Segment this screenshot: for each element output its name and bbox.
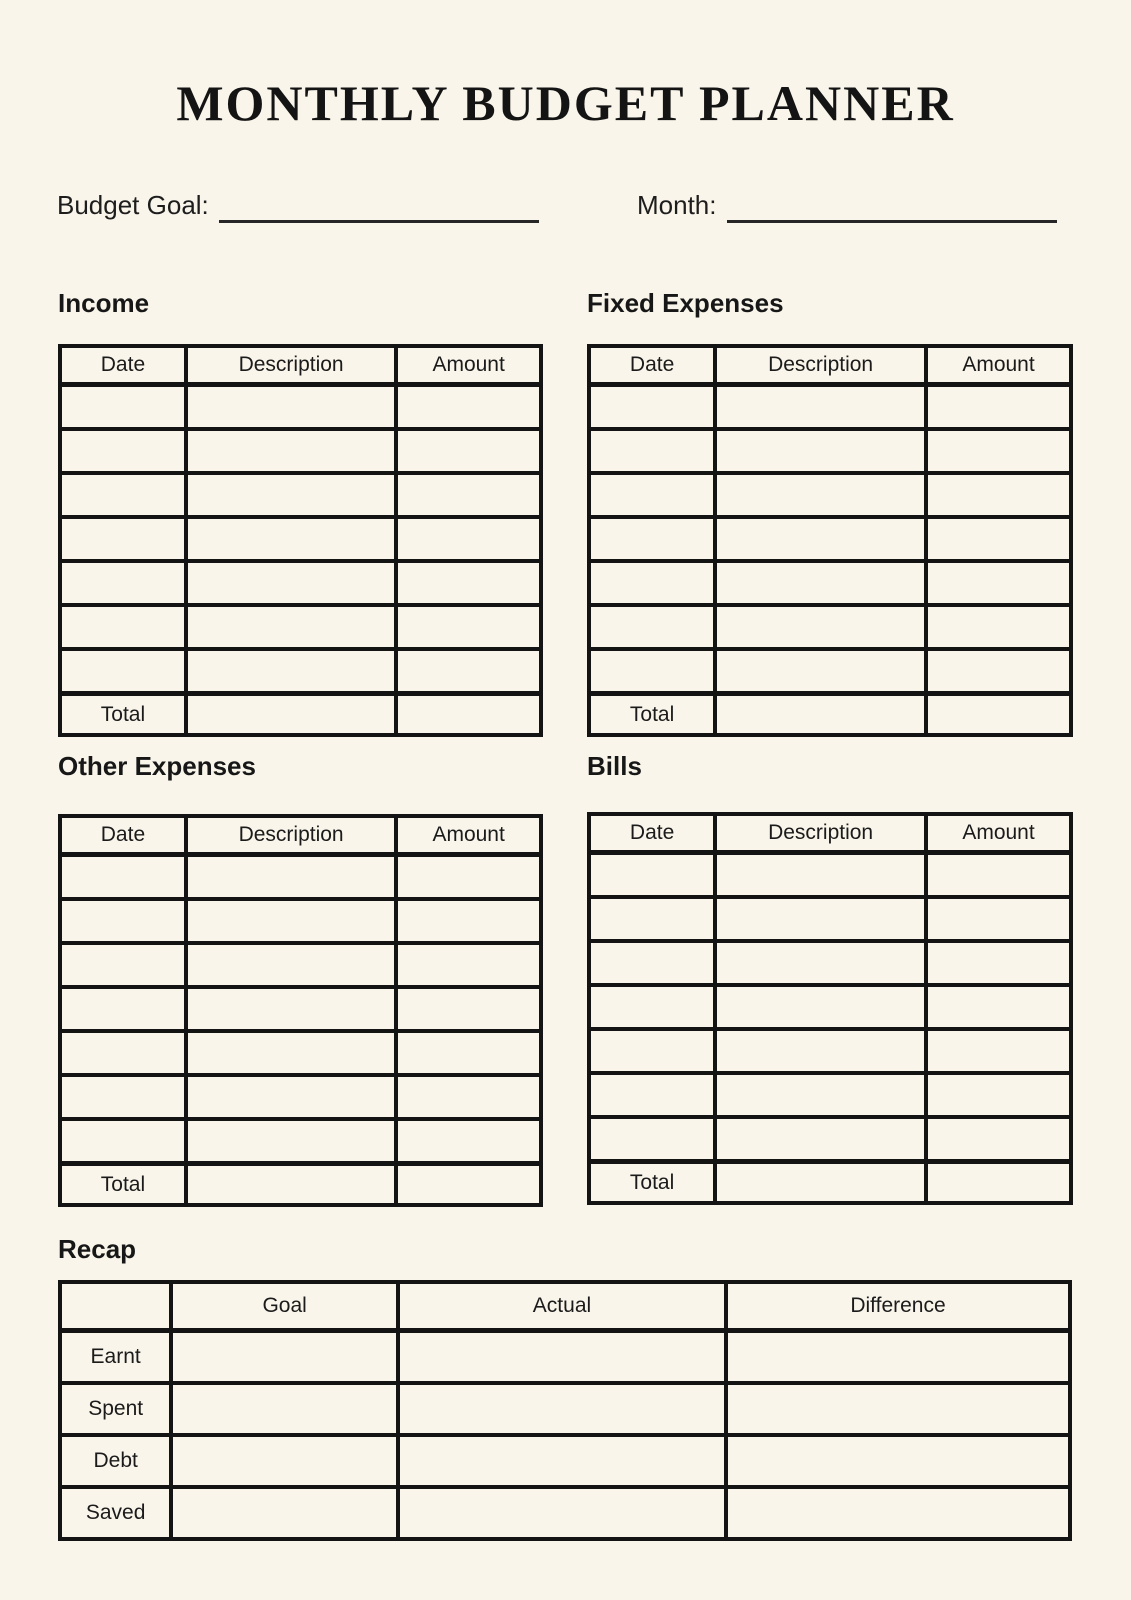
- description-cell[interactable]: [715, 1029, 926, 1073]
- table-row: [589, 385, 1071, 430]
- description-column-header: Description: [715, 346, 926, 385]
- budget-goal-field: [57, 184, 539, 223]
- total-amount-cell[interactable]: [926, 1162, 1071, 1204]
- date-cell[interactable]: [60, 987, 186, 1031]
- actual-cell[interactable]: [398, 1487, 726, 1539]
- table-row: [60, 473, 541, 517]
- date-cell[interactable]: [60, 473, 186, 517]
- table-row: [589, 649, 1071, 694]
- recap-row-label: Spent: [60, 1383, 171, 1435]
- difference-cell[interactable]: [726, 1383, 1070, 1435]
- description-cell[interactable]: [186, 1031, 396, 1075]
- amount-cell[interactable]: [926, 517, 1071, 561]
- amount-cell[interactable]: [396, 1031, 541, 1075]
- total-description-cell[interactable]: [186, 1164, 396, 1206]
- recap-row-earnt: [60, 1331, 1070, 1384]
- date-cell[interactable]: [589, 853, 715, 898]
- date-cell[interactable]: [589, 429, 715, 473]
- date-column-header: Date: [589, 814, 715, 853]
- table-row: [60, 855, 541, 900]
- date-cell[interactable]: [60, 561, 186, 605]
- date-cell[interactable]: [589, 517, 715, 561]
- total-description-cell[interactable]: [715, 1162, 926, 1204]
- date-cell[interactable]: [589, 1073, 715, 1117]
- actual-column-header: Actual: [398, 1282, 726, 1331]
- table-row: [589, 429, 1071, 473]
- total-label: Total: [60, 1164, 186, 1206]
- recap-row-saved: [60, 1487, 1070, 1539]
- amount-cell[interactable]: [396, 987, 541, 1031]
- date-cell[interactable]: [589, 1029, 715, 1073]
- description-cell[interactable]: [715, 941, 926, 985]
- amount-cell[interactable]: [926, 1117, 1071, 1162]
- budget-goal-label: Budget Goal:: [57, 189, 209, 220]
- date-cell[interactable]: [60, 605, 186, 649]
- table-row: [60, 1075, 541, 1119]
- description-cell[interactable]: [186, 385, 396, 430]
- recap-section-heading: Recap: [58, 1234, 137, 1264]
- fixed-expenses-section-heading: Fixed Expenses: [587, 288, 784, 318]
- description-cell[interactable]: [715, 897, 926, 941]
- description-cell[interactable]: [715, 649, 926, 694]
- date-cell[interactable]: [60, 1031, 186, 1075]
- description-cell[interactable]: [186, 561, 396, 605]
- date-cell[interactable]: [60, 517, 186, 561]
- table-row: [60, 385, 541, 430]
- amount-column-header: Amount: [926, 346, 1071, 385]
- amount-column-header: Amount: [396, 346, 541, 385]
- recap-row-label: Saved: [60, 1487, 171, 1539]
- table-row: [589, 1117, 1071, 1162]
- description-column-header: Description: [186, 346, 396, 385]
- amount-cell[interactable]: [926, 1029, 1071, 1073]
- table-row: [60, 943, 541, 987]
- date-cell[interactable]: [60, 1075, 186, 1119]
- amount-cell[interactable]: [926, 473, 1071, 517]
- table-row: [589, 1029, 1071, 1073]
- table-row: [60, 561, 541, 605]
- table-row: [60, 429, 541, 473]
- description-cell[interactable]: [715, 1073, 926, 1117]
- date-cell[interactable]: [589, 897, 715, 941]
- difference-cell[interactable]: [726, 1487, 1070, 1539]
- amount-cell[interactable]: [926, 605, 1071, 649]
- date-cell[interactable]: [60, 649, 186, 694]
- description-cell[interactable]: [186, 943, 396, 987]
- date-column-header: Date: [60, 346, 186, 385]
- date-cell[interactable]: [589, 1117, 715, 1162]
- date-cell[interactable]: [60, 943, 186, 987]
- description-cell[interactable]: [715, 473, 926, 517]
- description-cell[interactable]: [186, 649, 396, 694]
- date-cell[interactable]: [60, 385, 186, 430]
- difference-column-header: Difference: [726, 1282, 1070, 1331]
- recap-row-debt: [60, 1435, 1070, 1487]
- actual-cell[interactable]: [398, 1435, 726, 1487]
- table-row: [60, 899, 541, 943]
- total-amount-cell[interactable]: [396, 1164, 541, 1206]
- amount-column-header: Amount: [396, 816, 541, 855]
- description-cell[interactable]: [186, 605, 396, 649]
- date-cell[interactable]: [589, 941, 715, 985]
- table-row: [60, 1119, 541, 1164]
- amount-cell[interactable]: [926, 941, 1071, 985]
- amount-cell[interactable]: [926, 429, 1071, 473]
- date-cell[interactable]: [60, 855, 186, 900]
- total-amount-cell[interactable]: [396, 694, 541, 736]
- amount-cell[interactable]: [396, 429, 541, 473]
- table-row: [589, 473, 1071, 517]
- budget-goal-input-line[interactable]: [219, 184, 539, 223]
- amount-cell[interactable]: [396, 943, 541, 987]
- total-row: [60, 694, 541, 736]
- amount-cell[interactable]: [926, 853, 1071, 898]
- table-header-row: [60, 346, 541, 385]
- amount-cell[interactable]: [926, 561, 1071, 605]
- description-cell[interactable]: [186, 899, 396, 943]
- date-cell[interactable]: [589, 985, 715, 1029]
- bills-section-heading: Bills: [587, 751, 642, 781]
- fixed-expenses-table: [587, 344, 1073, 737]
- recap-header-row: [60, 1282, 1070, 1331]
- table-row: [60, 649, 541, 694]
- amount-cell[interactable]: [926, 1073, 1071, 1117]
- date-cell[interactable]: [60, 1119, 186, 1164]
- amount-cell[interactable]: [926, 897, 1071, 941]
- description-cell[interactable]: [186, 855, 396, 900]
- description-cell[interactable]: [715, 385, 926, 430]
- goal-cell[interactable]: [171, 1487, 398, 1539]
- table-row: [60, 1031, 541, 1075]
- actual-cell[interactable]: [398, 1383, 726, 1435]
- total-row: [589, 1162, 1071, 1204]
- actual-cell[interactable]: [398, 1331, 726, 1384]
- description-cell[interactable]: [186, 1075, 396, 1119]
- bills-table: [587, 812, 1073, 1205]
- description-cell[interactable]: [186, 987, 396, 1031]
- table-row: [589, 941, 1071, 985]
- description-cell[interactable]: [715, 1117, 926, 1162]
- recap-table: [58, 1280, 1072, 1541]
- total-row: [60, 1164, 541, 1206]
- amount-cell[interactable]: [396, 473, 541, 517]
- description-column-header: Description: [715, 814, 926, 853]
- description-cell[interactable]: [715, 429, 926, 473]
- total-label: Total: [589, 694, 715, 736]
- recap-row-spent: [60, 1383, 1070, 1435]
- description-cell[interactable]: [715, 561, 926, 605]
- table-header-row: [60, 816, 541, 855]
- description-cell[interactable]: [715, 605, 926, 649]
- other-expenses-table: [58, 814, 543, 1207]
- amount-cell[interactable]: [396, 1075, 541, 1119]
- date-cell[interactable]: [589, 561, 715, 605]
- goal-cell[interactable]: [171, 1383, 398, 1435]
- table-row: [589, 605, 1071, 649]
- amount-column-header: Amount: [926, 814, 1071, 853]
- month-input-line[interactable]: [727, 184, 1057, 223]
- description-cell[interactable]: [715, 853, 926, 898]
- description-cell[interactable]: [715, 517, 926, 561]
- goal-cell[interactable]: [171, 1435, 398, 1487]
- date-cell[interactable]: [589, 385, 715, 430]
- date-cell[interactable]: [589, 473, 715, 517]
- total-row: [589, 694, 1071, 736]
- date-cell[interactable]: [589, 649, 715, 694]
- table-header-row: [589, 814, 1071, 853]
- total-amount-cell[interactable]: [926, 694, 1071, 736]
- recap-row-label: Earnt: [60, 1331, 171, 1384]
- description-cell[interactable]: [186, 429, 396, 473]
- table-row: [60, 605, 541, 649]
- month-field: [637, 184, 1057, 223]
- amount-cell[interactable]: [396, 517, 541, 561]
- table-row: [60, 987, 541, 1031]
- total-description-cell[interactable]: [186, 694, 396, 736]
- goal-cell[interactable]: [171, 1331, 398, 1384]
- difference-cell[interactable]: [726, 1331, 1070, 1384]
- month-label: Month:: [637, 189, 717, 220]
- description-cell[interactable]: [186, 517, 396, 561]
- amount-cell[interactable]: [396, 605, 541, 649]
- table-header-row: [589, 346, 1071, 385]
- date-cell[interactable]: [60, 429, 186, 473]
- difference-cell[interactable]: [726, 1435, 1070, 1487]
- description-column-header: Description: [186, 816, 396, 855]
- amount-cell[interactable]: [396, 1119, 541, 1164]
- description-cell[interactable]: [715, 985, 926, 1029]
- amount-cell[interactable]: [396, 899, 541, 943]
- goal-column-header: Goal: [171, 1282, 398, 1331]
- total-description-cell[interactable]: [715, 694, 926, 736]
- table-row: [589, 561, 1071, 605]
- total-label: Total: [60, 694, 186, 736]
- date-cell[interactable]: [60, 899, 186, 943]
- description-cell[interactable]: [186, 1119, 396, 1164]
- table-row: [589, 1073, 1071, 1117]
- total-label: Total: [589, 1162, 715, 1204]
- recap-corner-cell: [60, 1282, 171, 1331]
- date-cell[interactable]: [589, 605, 715, 649]
- table-row: [589, 897, 1071, 941]
- recap-row-label: Debt: [60, 1435, 171, 1487]
- description-cell[interactable]: [186, 473, 396, 517]
- amount-cell[interactable]: [396, 561, 541, 605]
- income-table: [58, 344, 543, 737]
- date-column-header: Date: [60, 816, 186, 855]
- income-section-heading: Income: [58, 288, 150, 318]
- table-row: [589, 985, 1071, 1029]
- table-row: [589, 853, 1071, 898]
- page-title: MONTHLY BUDGET PLANNER: [176, 75, 955, 131]
- other-expenses-section-heading: Other Expenses: [58, 751, 256, 781]
- amount-cell[interactable]: [926, 649, 1071, 694]
- amount-cell[interactable]: [396, 855, 541, 900]
- amount-cell[interactable]: [396, 649, 541, 694]
- date-column-header: Date: [589, 346, 715, 385]
- amount-cell[interactable]: [926, 985, 1071, 1029]
- amount-cell[interactable]: [396, 385, 541, 430]
- table-row: [589, 517, 1071, 561]
- table-row: [60, 517, 541, 561]
- amount-cell[interactable]: [926, 385, 1071, 430]
